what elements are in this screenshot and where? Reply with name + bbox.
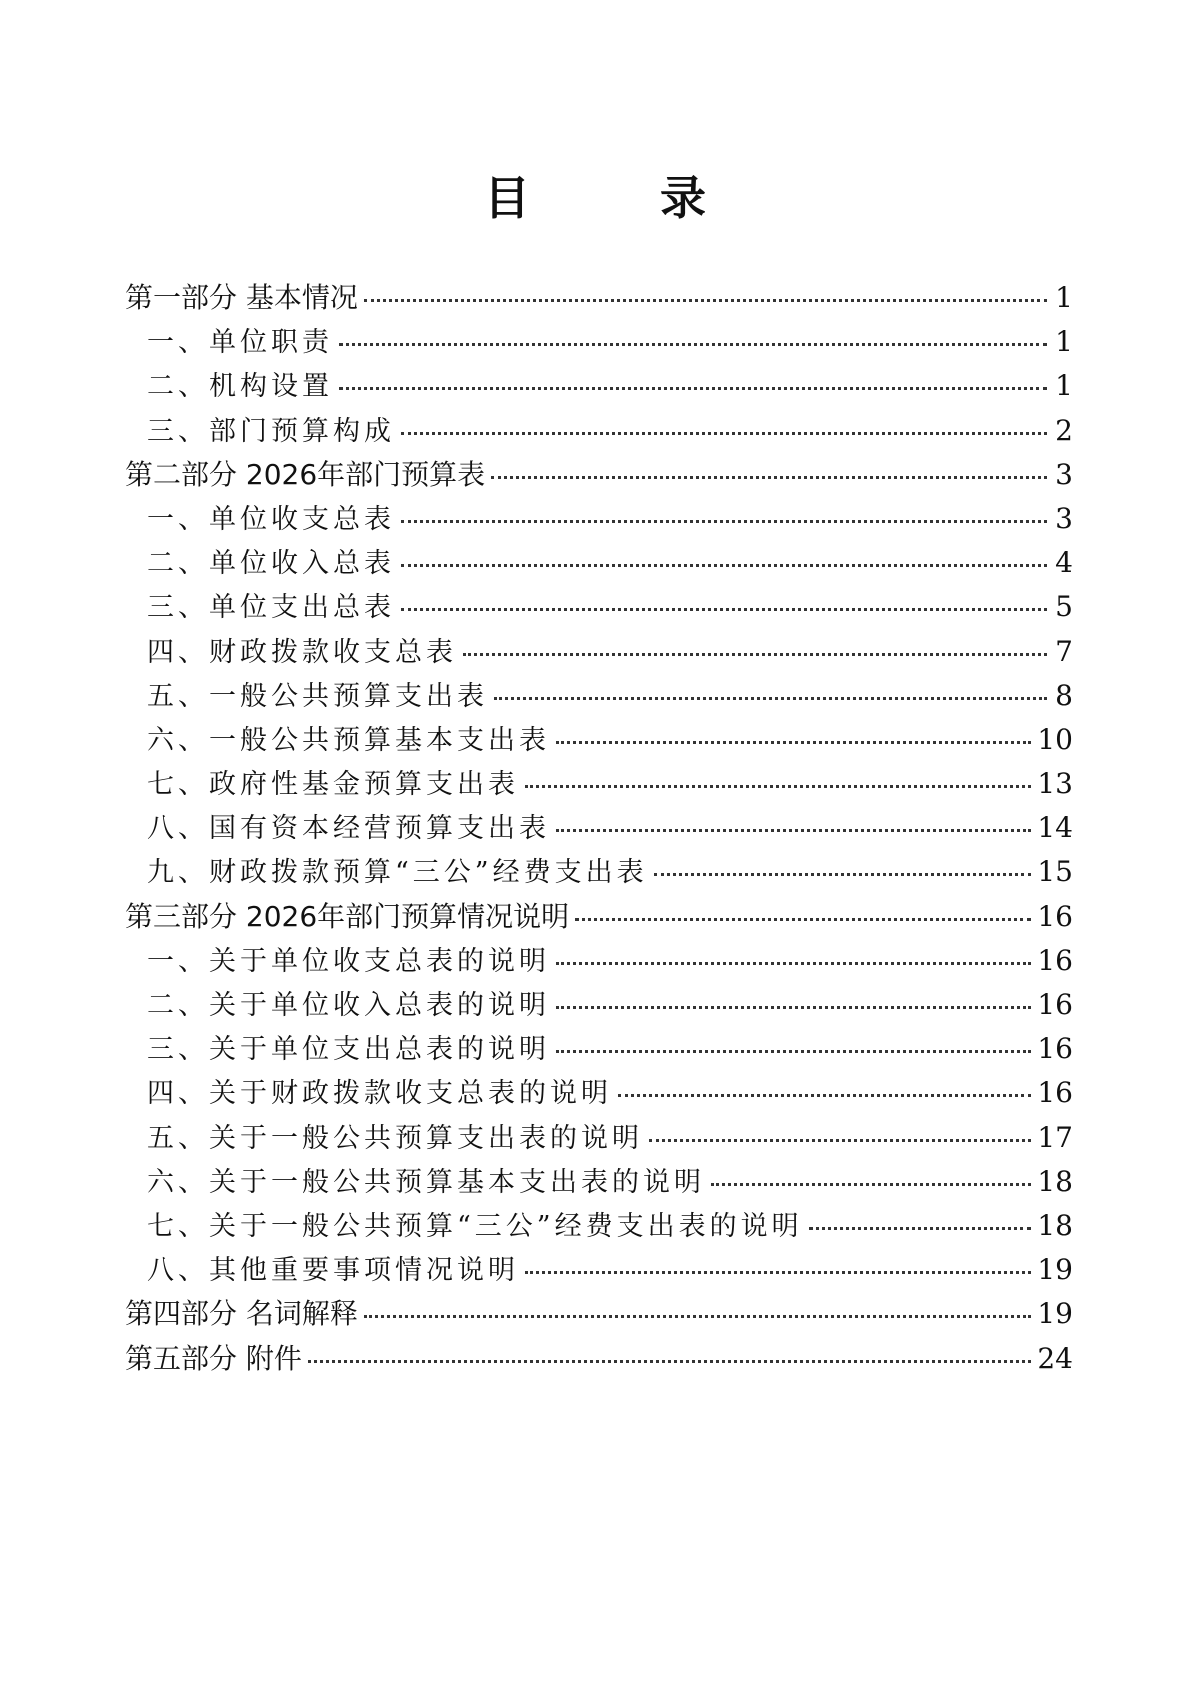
toc-section-entry[interactable] xyxy=(125,1292,1073,1336)
table-of-contents xyxy=(125,276,1073,1381)
toc-entry-label: 五、关于一般公共预算支出表的说明 xyxy=(147,1122,643,1154)
toc-page-number: 19 xyxy=(1037,1297,1073,1331)
toc-subsection-entry[interactable] xyxy=(125,497,1073,541)
toc-dot-leader xyxy=(575,890,1031,921)
toc-subsection-entry[interactable] xyxy=(125,320,1073,364)
toc-subsection-entry[interactable] xyxy=(125,541,1073,585)
toc-page-number: 16 xyxy=(1037,1032,1073,1066)
toc-dot-leader xyxy=(401,580,1047,611)
toc-page-number: 16 xyxy=(1037,988,1073,1021)
toc-entry-label: 三、关于单位支出总表的说明 xyxy=(147,1034,550,1066)
toc-page-number: 5 xyxy=(1055,590,1073,624)
toc-dot-leader xyxy=(401,404,1047,435)
toc-subsection-entry[interactable] xyxy=(125,1071,1073,1115)
toc-entry-label: 四、关于财政拨款收支总表的说明 xyxy=(147,1078,612,1110)
toc-dot-leader xyxy=(556,978,1031,1009)
toc-entry-label: 第四部分 名词解释 xyxy=(125,1297,358,1331)
toc-page-number: 16 xyxy=(1037,943,1073,977)
toc-dot-leader xyxy=(556,1022,1031,1053)
toc-dot-leader xyxy=(556,934,1031,965)
toc-subsection-entry[interactable] xyxy=(125,762,1073,806)
toc-entry-label: 二、关于单位收入总表的说明 xyxy=(147,990,550,1021)
toc-page-number: 3 xyxy=(1055,457,1073,491)
toc-dot-leader xyxy=(494,669,1047,700)
toc-entry-label: 六、一般公共预算基本支出表 xyxy=(147,724,550,756)
toc-page-number: 1 xyxy=(1055,325,1073,359)
toc-entry-label: 四、财政拨款收支总表 xyxy=(147,636,457,668)
toc-subsection-entry[interactable] xyxy=(125,1204,1073,1248)
toc-page-number: 1 xyxy=(1055,281,1073,314)
toc-page-number: 19 xyxy=(1037,1253,1073,1287)
toc-page-number: 24 xyxy=(1037,1341,1073,1375)
toc-entry-label: 三、部门预算构成 xyxy=(147,415,395,447)
toc-entry-label: 八、国有资本经营预算支出表 xyxy=(147,813,550,845)
toc-subsection-entry[interactable] xyxy=(125,674,1073,718)
toc-page-number: 15 xyxy=(1037,855,1073,889)
toc-dot-leader xyxy=(364,1287,1031,1318)
toc-section-entry[interactable] xyxy=(125,895,1073,939)
toc-subsection-entry[interactable] xyxy=(125,1160,1073,1204)
toc-dot-leader xyxy=(491,448,1047,479)
toc-subsection-entry[interactable] xyxy=(125,585,1073,629)
toc-subsection-entry[interactable] xyxy=(125,364,1073,408)
toc-subsection-entry[interactable] xyxy=(125,409,1073,453)
toc-page-number: 2 xyxy=(1055,413,1073,447)
toc-page-number: 4 xyxy=(1055,546,1073,580)
toc-page-number: 18 xyxy=(1037,1208,1073,1242)
toc-entry-label: 九、财政拨款预算“三公”经费支出表 xyxy=(147,857,648,889)
page-title: 目 录 xyxy=(484,171,748,225)
toc-subsection-entry[interactable] xyxy=(125,939,1073,983)
toc-page-number: 10 xyxy=(1037,722,1073,756)
toc-page-number: 16 xyxy=(1037,1076,1073,1110)
toc-subsection-entry[interactable] xyxy=(125,630,1073,674)
toc-dot-leader xyxy=(556,713,1031,744)
toc-dot-leader xyxy=(401,536,1047,567)
toc-entry-label: 七、关于一般公共预算“三公”经费支出表的说明 xyxy=(147,1210,803,1242)
toc-subsection-entry[interactable] xyxy=(125,983,1073,1027)
toc-dot-leader xyxy=(463,625,1047,656)
toc-entry-label: 一、关于单位收支总表的说明 xyxy=(147,945,550,977)
toc-entry-label: 八、其他重要事项情况说明 xyxy=(147,1255,519,1287)
toc-entry-label: 七、政府性基金预算支出表 xyxy=(147,769,519,801)
toc-subsection-entry[interactable] xyxy=(125,806,1073,850)
toc-dot-leader xyxy=(401,492,1047,523)
toc-section-entry[interactable] xyxy=(125,276,1073,320)
toc-entry-label: 二、机构设置 xyxy=(147,371,333,403)
toc-dot-leader xyxy=(711,1155,1031,1186)
toc-dot-leader xyxy=(649,1111,1031,1142)
toc-entry-label: 第一部分 基本情况 xyxy=(125,281,358,314)
toc-dot-leader xyxy=(525,757,1031,788)
toc-dot-leader xyxy=(556,801,1031,832)
toc-dot-leader xyxy=(809,1199,1032,1230)
toc-dot-leader xyxy=(525,1243,1031,1274)
toc-entry-label: 六、关于一般公共预算基本支出表的说明 xyxy=(147,1166,705,1198)
toc-entry-label: 第三部分 2026年部门预算情况说明 xyxy=(125,899,570,933)
toc-entry-label: 五、一般公共预算支出表 xyxy=(147,680,488,712)
toc-entry-label: 二、单位收入总表 xyxy=(147,548,395,580)
toc-page-number: 8 xyxy=(1055,678,1073,712)
toc-dot-leader xyxy=(339,315,1047,346)
toc-dot-leader xyxy=(339,359,1047,390)
toc-subsection-entry[interactable] xyxy=(125,1116,1073,1160)
toc-page-number: 14 xyxy=(1037,811,1073,845)
toc-page-number: 1 xyxy=(1055,369,1073,403)
toc-subsection-entry[interactable] xyxy=(125,1027,1073,1071)
toc-subsection-entry[interactable] xyxy=(125,850,1073,894)
toc-dot-leader xyxy=(654,845,1032,876)
toc-entry-label: 第五部分 附件 xyxy=(125,1341,302,1375)
toc-entry-label: 第二部分 2026年部门预算表 xyxy=(125,457,486,491)
toc-dot-leader xyxy=(618,1066,1031,1097)
toc-page-number: 3 xyxy=(1055,501,1073,535)
toc-page-number: 17 xyxy=(1037,1120,1073,1154)
toc-entry-label: 三、单位支出总表 xyxy=(147,592,395,624)
toc-entry-label: 一、单位收支总表 xyxy=(147,503,395,535)
toc-dot-leader xyxy=(364,271,1047,302)
toc-section-entry[interactable] xyxy=(125,453,1073,497)
toc-subsection-entry[interactable] xyxy=(125,1248,1073,1292)
toc-page-number: 18 xyxy=(1037,1164,1073,1198)
toc-dot-leader xyxy=(308,1332,1031,1363)
toc-subsection-entry[interactable] xyxy=(125,718,1073,762)
toc-page-number: 7 xyxy=(1055,634,1073,668)
toc-page-number: 13 xyxy=(1037,767,1073,801)
toc-entry-label: 一、单位职责 xyxy=(147,327,333,359)
toc-page-number: 16 xyxy=(1037,899,1073,933)
toc-section-entry[interactable] xyxy=(125,1337,1073,1381)
